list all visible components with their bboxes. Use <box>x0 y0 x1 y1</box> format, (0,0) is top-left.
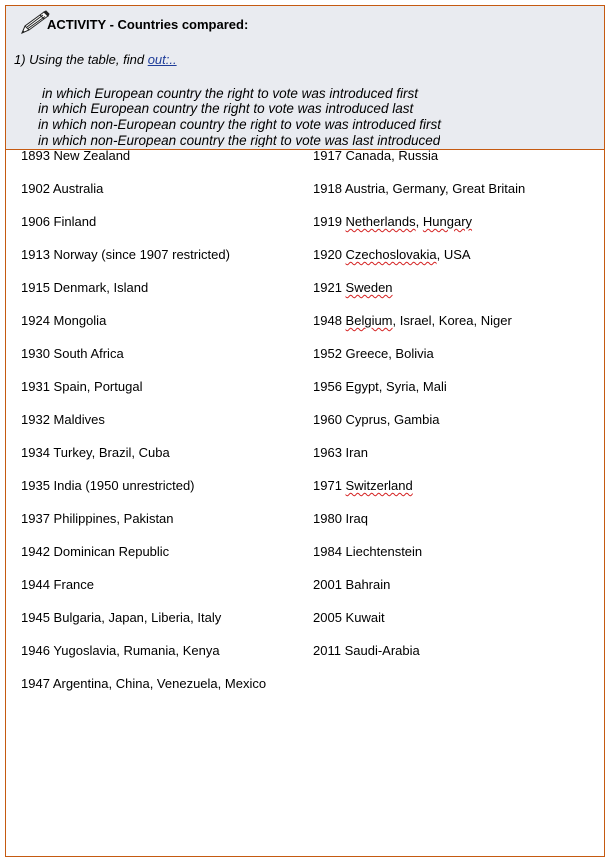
table-row <box>313 181 525 197</box>
row-countries: Iraq <box>345 511 368 526</box>
table-row <box>313 379 447 395</box>
table-row <box>21 181 103 197</box>
row-year: 1946 <box>21 643 50 658</box>
table-row <box>313 280 393 296</box>
table-row <box>21 643 220 659</box>
row-year: 1893 <box>21 148 50 163</box>
table-row <box>313 610 385 626</box>
row-year: 1980 <box>313 511 342 526</box>
table-row <box>21 544 169 560</box>
table-row <box>313 148 438 164</box>
row-countries: Denmark, Island <box>53 280 149 295</box>
row-countries: Saudi-Arabia <box>344 643 420 658</box>
row-countries: Netherlands, Hungary <box>345 214 473 229</box>
task-link[interactable]: out:.. <box>147 52 177 67</box>
task-instruction <box>14 52 177 67</box>
table-row <box>313 313 512 329</box>
table-row <box>313 478 413 494</box>
row-year: 2011 <box>313 643 341 658</box>
row-year: 2005 <box>313 610 342 625</box>
row-countries: New Zealand <box>53 148 131 163</box>
row-year: 1956 <box>313 379 342 394</box>
question-3: in which non-European country the right to vote was introduced first <box>38 117 441 132</box>
row-year: 1944 <box>21 577 50 592</box>
row-year: 1917 <box>313 148 342 163</box>
row-year: 1931 <box>21 379 50 394</box>
row-countries: Argentina, China, Venezuela, Mexico <box>52 676 267 691</box>
row-countries: Liechtenstein <box>345 544 423 559</box>
activity-title: ACTIVITY - Countries compared: <box>47 17 249 32</box>
row-countries: Czechoslovakia, USA <box>345 247 471 262</box>
row-countries: Spain, Portugal <box>53 379 143 394</box>
table-row <box>313 511 368 527</box>
row-countries: Egypt, Syria, Mali <box>345 379 447 394</box>
row-year: 1960 <box>313 412 342 427</box>
table-row <box>21 610 221 626</box>
question-2: in which European country the right to vote was introduced last <box>38 101 414 116</box>
row-year: 1915 <box>21 280 50 295</box>
row-countries: India (1950 unrestricted) <box>53 478 195 493</box>
row-countries: South Africa <box>53 346 124 361</box>
row-year: 1984 <box>313 544 342 559</box>
table-row <box>21 379 142 395</box>
table-row <box>21 346 124 362</box>
table-row <box>313 214 472 230</box>
question-1: in which European country the right to vote was introduced first <box>42 86 418 101</box>
row-countries: Iran <box>345 445 368 460</box>
row-year: 1942 <box>21 544 50 559</box>
table-row <box>313 643 420 659</box>
row-countries: Turkey, Brazil, Cuba <box>53 445 170 460</box>
row-countries: Sweden <box>345 280 393 295</box>
row-countries: Belgium, Israel, Korea, Niger <box>345 313 512 328</box>
row-countries: Dominican Republic <box>53 544 170 559</box>
row-countries: Canada, Russia <box>345 148 439 163</box>
row-countries: Bahrain <box>345 577 391 592</box>
row-year: 1945 <box>21 610 50 625</box>
row-countries: Norway (since 1907 restricted) <box>53 247 230 262</box>
table-row <box>313 544 422 560</box>
row-countries: Finland <box>53 214 97 229</box>
row-year: 1935 <box>21 478 50 493</box>
row-year: 1937 <box>21 511 50 526</box>
table-row <box>313 247 471 263</box>
table-row <box>21 445 170 461</box>
row-countries: Austria, Germany, Great Britain <box>344 181 526 196</box>
row-year: 1932 <box>21 412 50 427</box>
table-row <box>21 247 230 263</box>
row-countries: Maldives <box>53 412 105 427</box>
row-year: 1906 <box>21 214 50 229</box>
row-year: 1947 <box>21 676 50 691</box>
row-year: 2001 <box>313 577 342 592</box>
row-year: 1919 <box>313 214 342 229</box>
row-year: 1920 <box>313 247 342 262</box>
table-row <box>21 280 148 296</box>
table-row <box>313 346 434 362</box>
table-row <box>21 676 266 692</box>
row-year: 1902 <box>21 181 50 196</box>
table-row <box>21 577 94 593</box>
row-year: 1913 <box>21 247 50 262</box>
row-year: 1924 <box>21 313 50 328</box>
row-year: 1934 <box>21 445 50 460</box>
row-countries: Yugoslavia, Rumania, Kenya <box>53 643 220 658</box>
row-year: 1948 <box>313 313 342 328</box>
row-year: 1963 <box>313 445 342 460</box>
table-row <box>21 511 174 527</box>
row-countries: Kuwait <box>345 610 385 625</box>
table-row <box>313 445 368 461</box>
table-row <box>21 412 105 428</box>
table-row <box>21 214 96 230</box>
table-row <box>21 478 195 494</box>
row-countries: Bulgaria, Japan, Liberia, Italy <box>53 610 222 625</box>
table-row <box>21 148 130 164</box>
row-countries: Mongolia <box>53 313 107 328</box>
row-year: 1971 <box>313 478 342 493</box>
table-row <box>21 313 106 329</box>
table-row <box>313 412 440 428</box>
row-countries: Cyprus, Gambia <box>345 412 440 427</box>
row-countries: Australia <box>52 181 104 196</box>
row-year: 1921 <box>313 280 342 295</box>
row-year: 1918 <box>313 181 342 196</box>
row-countries: Greece, Bolivia <box>345 346 434 361</box>
row-countries: Philippines, Pakistan <box>53 511 174 526</box>
question-4: in which non-European country the right to vote was last introduced <box>38 133 441 147</box>
row-countries: France <box>53 577 95 592</box>
table-row <box>313 577 390 593</box>
task-prefix: 1) Using the table, find <box>14 52 148 67</box>
row-year: 1930 <box>21 346 50 361</box>
row-countries: Switzerland <box>345 478 413 493</box>
row-year: 1952 <box>313 346 342 361</box>
